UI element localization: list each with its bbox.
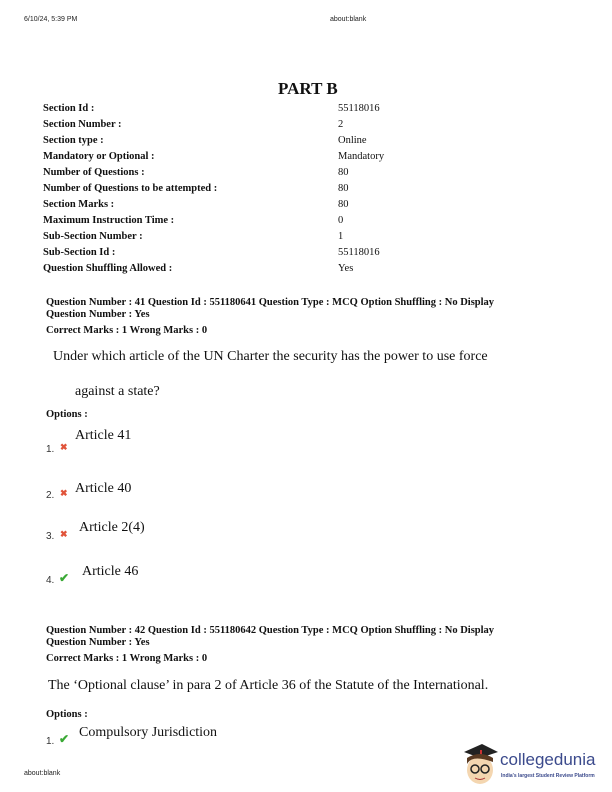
section-field-value: 55118016 [338, 247, 380, 258]
section-field-value: 1 [338, 231, 344, 242]
q41-header: Question Number : 41 Question Id : 551180641 Question Type : MCQ Option Shuffling : No Display [46, 297, 495, 308]
page-title: PART B [278, 79, 338, 98]
q42-header-2: Question Number : Yes [46, 637, 150, 648]
section-field-value: 0 [338, 215, 344, 226]
q42-text: The ‘Optional clause’ in para 2 of Article 36 of the Statute of the International. [48, 678, 489, 693]
section-field-label: Number of Questions to be attempted : [43, 183, 218, 194]
option-number: 1. [46, 444, 55, 455]
section-field-label: Maximum Instruction Time : [43, 215, 175, 226]
option-number: 1. [46, 736, 55, 747]
print-datetime: 6/10/24, 5:39 PM [24, 16, 78, 23]
check-icon: ✔ [59, 571, 70, 585]
section-field-value: 55118016 [338, 103, 380, 114]
section-field-value: Online [338, 135, 367, 146]
option-text-correct: Article 46 [82, 564, 139, 579]
option-number: 4. [46, 575, 55, 586]
cross-icon: ✖ [60, 488, 68, 498]
section-field-value: 80 [338, 167, 349, 178]
print-url: about:blank [330, 16, 367, 23]
footer-url: about:blank [24, 770, 61, 777]
section-field-label: Question Shuffling Allowed : [43, 263, 173, 274]
section-field-value: Yes [338, 263, 354, 274]
q41-marks: Correct Marks : 1 Wrong Marks : 0 [46, 325, 208, 336]
section-field-label: Section Id : [43, 103, 95, 114]
section-field-label: Sub-Section Number : [43, 231, 143, 242]
section-field-value: 80 [338, 183, 349, 194]
q42-header: Question Number : 42 Question Id : 551180642 Question Type : MCQ Option Shuffling : No Display [46, 625, 495, 636]
q41-options-label: Options : [46, 409, 88, 420]
collegedunia-logo: collegedunia [500, 750, 596, 769]
check-icon: ✔ [59, 732, 70, 746]
option-number: 2. [46, 490, 55, 501]
section-field-label: Section Number : [43, 119, 122, 130]
q41-text: Under which article of the UN Charter the security has the power to use force [53, 349, 488, 364]
section-field-value: 80 [338, 199, 349, 210]
section-field-label: Number of Questions : [43, 167, 145, 178]
q41-header-2: Question Number : Yes [46, 309, 150, 320]
cross-icon: ✖ [60, 442, 68, 452]
mascot-icon [460, 742, 500, 786]
option-text: Article 41 [75, 428, 132, 443]
section-field-label: Section Marks : [43, 199, 115, 210]
cross-icon: ✖ [60, 529, 68, 539]
q42-marks: Correct Marks : 1 Wrong Marks : 0 [46, 653, 208, 664]
option-text: Article 2(4) [79, 520, 145, 535]
option-text: Article 40 [75, 481, 132, 496]
q41-text-2: against a state? [75, 384, 160, 399]
section-field-label: Mandatory or Optional : [43, 151, 155, 162]
section-field-label: Section type : [43, 135, 104, 146]
section-field-value: 2 [338, 119, 344, 130]
q42-options-label: Options : [46, 709, 88, 720]
section-field-label: Sub-Section Id : [43, 247, 116, 258]
logo-tagline: India's largest Student Review Platform [501, 773, 595, 779]
option-number: 3. [46, 531, 55, 542]
section-field-value: Mandatory [338, 151, 385, 162]
option-text-correct: Compulsory Jurisdiction [79, 725, 218, 740]
